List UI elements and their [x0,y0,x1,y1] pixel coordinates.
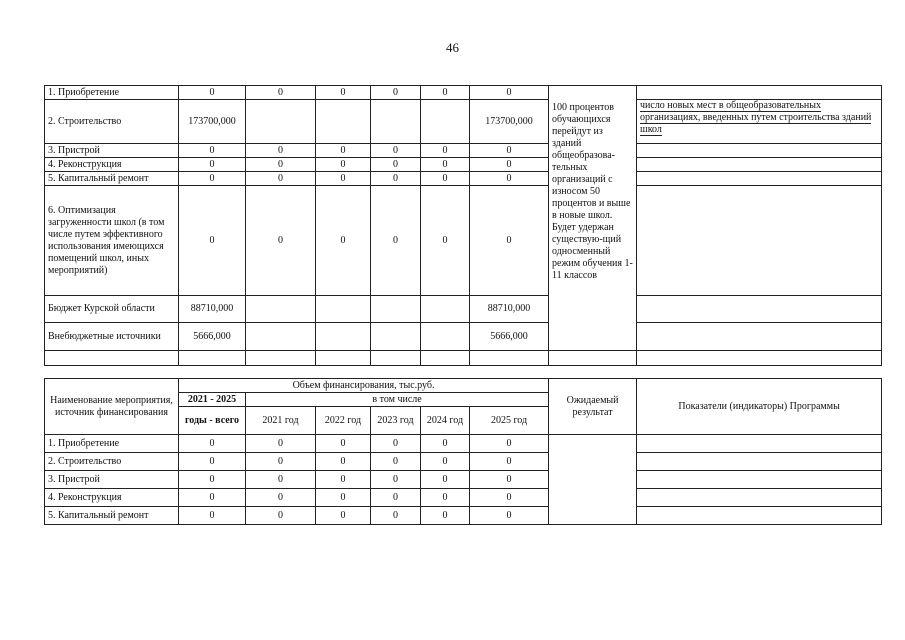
row-name: 3. Пристрой [45,471,179,489]
indicator-text: число новых мест в общеобразовательных организациях, введенных путем строительства зданий школ [637,100,882,144]
cell-2022: 0 [316,489,371,507]
header-total-period: 2021 - 2025 [179,393,246,407]
row-name: 6. Оптимизация загруженности школ (в том числе путем эффективного использования имеющихся помещений школ, иных мероприятий) [45,186,179,296]
cell-2024: 0 [421,489,470,507]
table-row [45,86,882,100]
table-row [45,489,882,507]
cell-2024 [421,100,470,144]
cell-total: 5666,000 [179,323,246,351]
cell-2024: 0 [421,471,470,489]
cell-2024: 0 [421,86,470,100]
header-2025: 2025 год [470,407,549,435]
header-indicators: Показатели (индикаторы) Программы [637,379,882,435]
row-name: 2. Строительство [45,100,179,144]
cell-2022: 0 [316,507,371,525]
cell-2024: 0 [421,186,470,296]
cell-total: 0 [179,144,246,158]
row-name: Внебюджетные источники [45,323,179,351]
cell-2024 [421,296,470,323]
cell-2021 [246,323,316,351]
row-name: 4. Реконструкция [45,158,179,172]
cell-2021 [246,296,316,323]
cell-2025: 0 [470,435,549,453]
cell-2023: 0 [371,435,421,453]
cell-2022 [316,323,371,351]
cell-2025: 0 [470,471,549,489]
cell-2022: 0 [316,471,371,489]
cell-total: 0 [179,489,246,507]
cell-total: 0 [179,453,246,471]
cell-2022: 0 [316,144,371,158]
cell-2024: 0 [421,453,470,471]
cell-2025: 5666,000 [470,323,549,351]
row-name: 3. Пристрой [45,144,179,158]
header-2024: 2024 год [421,407,470,435]
cell-total: 0 [179,507,246,525]
cell-2023: 0 [371,158,421,172]
cell-2025: 0 [470,489,549,507]
cell-2021: 0 [246,172,316,186]
cell-total: 0 [179,86,246,100]
cell-2023: 0 [371,507,421,525]
cell-2021: 0 [246,186,316,296]
cell-2024: 0 [421,172,470,186]
row-name: 5. Капитальный ремонт [45,172,179,186]
cell-2023: 0 [371,172,421,186]
table-row [45,435,882,453]
table-row [45,471,882,489]
table-row [45,100,882,144]
table-row [45,507,882,525]
cell-2025: 0 [470,144,549,158]
row-name: 1. Приобретение [45,435,179,453]
cell-2023: 0 [371,489,421,507]
cell-2022 [316,100,371,144]
cell-2022: 0 [316,453,371,471]
cell-total: 88710,000 [179,296,246,323]
header-2023: 2023 год [371,407,421,435]
cell-2025: 0 [470,158,549,172]
cell-2021: 0 [246,158,316,172]
cell-total: 0 [179,158,246,172]
cell-total: 173700,000 [179,100,246,144]
table-row [45,351,882,366]
cell-2022: 0 [316,172,371,186]
cell-2023: 0 [371,453,421,471]
header-name: Наименование мероприятия, источник финансирования [45,379,179,435]
cell-2022: 0 [316,86,371,100]
cell-2025: 0 [470,507,549,525]
cell-2023 [371,296,421,323]
cell-2024: 0 [421,158,470,172]
cell-2024 [421,323,470,351]
cell-2021: 0 [246,489,316,507]
cell-2024: 0 [421,144,470,158]
row-name: 5. Капитальный ремонт [45,507,179,525]
table-row [45,323,882,351]
expected-result: 100 процентов обучающихся перейдут из зданий общеобразова-тельных организаций с износом 50 процентов и выше в новые школ. Будет удержан существую-щий односменный режим обучения 1-11 классов [549,100,637,351]
cell-2025: 0 [470,86,549,100]
cell-2025: 88710,000 [470,296,549,323]
table-row [45,296,882,323]
cell-2021: 0 [246,435,316,453]
cell-2022: 0 [316,186,371,296]
header-funding: Объем финансирования, тыс.руб. [179,379,549,393]
cell-total: 0 [179,435,246,453]
cell-2022: 0 [316,435,371,453]
row-name: 4. Реконструкция [45,489,179,507]
cell-2023: 0 [371,186,421,296]
cell-2023: 0 [371,86,421,100]
cell-2021: 0 [246,453,316,471]
cell-2021: 0 [246,144,316,158]
cell-2023: 0 [371,144,421,158]
cell-2025: 0 [470,186,549,296]
header-including: в том числе [246,393,549,407]
cell-2023 [371,323,421,351]
cell-2023 [371,100,421,144]
table-row [45,453,882,471]
header-row [45,379,882,393]
cell-2024: 0 [421,507,470,525]
cell-2021: 0 [246,507,316,525]
cell-total: 0 [179,471,246,489]
cell-total: 0 [179,186,246,296]
header-total-label: годы - всего [179,407,246,435]
row-name: Бюджет Курской области [45,296,179,323]
cell-2023: 0 [371,471,421,489]
header-expected: Ожидаемый результат [549,379,637,435]
lower-table [44,378,882,525]
cell-total: 0 [179,172,246,186]
table-row [45,158,882,172]
row-name: 2. Строительство [45,453,179,471]
table-row [45,172,882,186]
header-2022: 2022 год [316,407,371,435]
cell-2021: 0 [246,471,316,489]
header-2021: 2021 год [246,407,316,435]
page-number: 46 [446,40,459,55]
cell-2022 [316,296,371,323]
cell-2025: 173700,000 [470,100,549,144]
row-name: 1. Приобретение [45,86,179,100]
cell-2025: 0 [470,453,549,471]
cell-2022: 0 [316,158,371,172]
table-row [45,186,882,296]
upper-table [44,85,882,366]
cell-2021: 0 [246,86,316,100]
cell-2024: 0 [421,435,470,453]
cell-2021 [246,100,316,144]
cell-2025: 0 [470,172,549,186]
table-row [45,144,882,158]
